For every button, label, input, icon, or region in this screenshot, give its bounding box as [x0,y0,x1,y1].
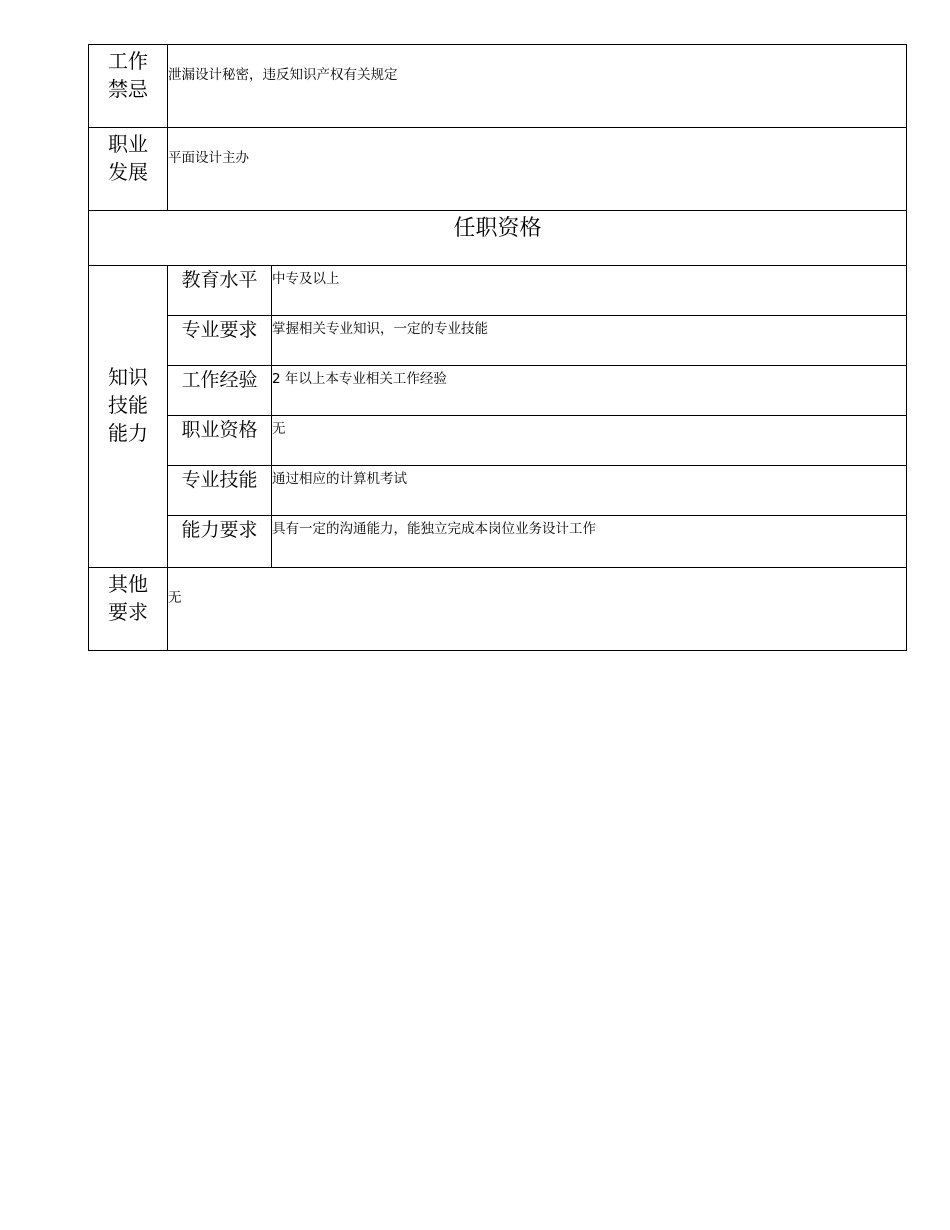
knowledge-skills-label-line2: 技能 [108,393,148,417]
work-taboo-label-line2: 禁忌 [108,77,148,101]
other-requirements-label-line2: 要求 [108,600,148,624]
education-level-value: 中专及以上 [271,265,907,316]
knowledge-skills-label-text [89,361,167,447]
knowledge-skills-label-line3: 能力 [108,421,148,445]
career-development-value: 平面设计主办 [167,127,907,211]
education-level-label: 教育水平 [167,265,272,316]
career-development-label [88,127,168,211]
job-requirements-table [88,44,907,651]
other-requirements-value: 无 [167,567,907,651]
work-taboo-label [88,44,168,128]
professional-qualification-label: 职业资格 [167,415,272,466]
professional-skill-label: 专业技能 [167,465,272,516]
major-requirement-value: 掌握相关专业知识，一定的专业技能 [271,315,907,366]
knowledge-skills-label [88,265,168,568]
knowledge-skills-label-line1: 知识 [108,365,148,389]
career-development-label-line1: 职业 [108,132,148,156]
work-taboo-value: 泄漏设计秘密，违反知识产权有关规定 [167,44,907,128]
work-experience-value: 2 年以上本专业相关工作经验 [271,365,907,416]
other-requirements-label [88,567,168,651]
ability-requirement-label: 能力要求 [167,515,272,568]
ability-requirement-value: 具有一定的沟通能力，能独立完成本岗位业务设计工作 [271,515,907,568]
qualification-section-title: 任职资格 [88,210,907,266]
career-development-label-line2: 发展 [108,160,148,184]
other-requirements-label-line1: 其他 [108,572,148,596]
work-experience-label: 工作经验 [167,365,272,416]
major-requirement-label: 专业要求 [167,315,272,366]
work-taboo-label-line1: 工作 [108,49,148,73]
professional-qualification-value: 无 [271,415,907,466]
professional-skill-value: 通过相应的计算机考试 [271,465,907,516]
